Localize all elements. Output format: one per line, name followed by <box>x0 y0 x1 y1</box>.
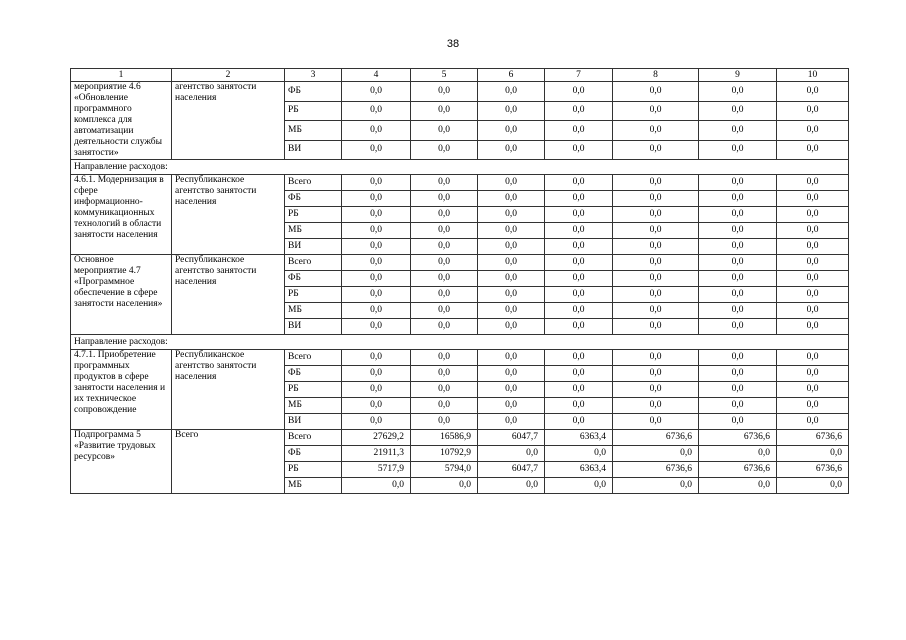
amount-cell: 0,0 <box>411 478 478 494</box>
amount-cell: 0,0 <box>478 414 545 430</box>
amount-cell: 0,0 <box>342 319 411 335</box>
responsible-agency: Республиканское агентство занятости населения <box>172 350 285 430</box>
header-cell: 7 <box>545 69 613 82</box>
amount-cell: 0,0 <box>699 191 777 207</box>
amount-cell: 0,0 <box>699 255 777 271</box>
funding-source: МБ <box>285 478 342 494</box>
amount-cell: 0,0 <box>545 478 613 494</box>
amount-cell: 0,0 <box>411 191 478 207</box>
amount-cell: 0,0 <box>613 223 699 239</box>
amount-cell: 0,0 <box>699 82 777 102</box>
amount-cell: 0,0 <box>699 446 777 462</box>
section-label: Направление расходов: <box>71 160 849 175</box>
amount-cell: 0,0 <box>777 101 849 121</box>
amount-cell: 0,0 <box>613 350 699 366</box>
amount-cell: 0,0 <box>613 191 699 207</box>
amount-cell: 6736,6 <box>699 462 777 478</box>
amount-cell: 0,0 <box>545 414 613 430</box>
funding-source: МБ <box>285 303 342 319</box>
amount-cell: 0,0 <box>777 382 849 398</box>
amount-cell: 0,0 <box>777 478 849 494</box>
amount-cell: 0,0 <box>545 82 613 102</box>
amount-cell: 0,0 <box>478 207 545 223</box>
amount-cell: 0,0 <box>411 101 478 121</box>
amount-cell: 0,0 <box>699 223 777 239</box>
amount-cell: 0,0 <box>342 414 411 430</box>
amount-cell: 0,0 <box>699 350 777 366</box>
amount-cell: 0,0 <box>613 446 699 462</box>
funding-source: ФБ <box>285 191 342 207</box>
funding-source: ВИ <box>285 239 342 255</box>
funding-source: МБ <box>285 121 342 141</box>
amount-cell: 0,0 <box>478 287 545 303</box>
amount-cell: 0,0 <box>777 121 849 141</box>
amount-cell: 0,0 <box>777 239 849 255</box>
amount-cell: 0,0 <box>411 414 478 430</box>
table-row <box>71 350 849 366</box>
amount-cell: 0,0 <box>342 121 411 141</box>
measure-name: мероприятие 4.6 «Обновление программного комплекса для автоматизации деятельности службы занятости» <box>71 82 172 160</box>
measure-name: Подпрограмма 5 «Развитие трудовых ресурсов» <box>71 430 172 494</box>
amount-cell: 0,0 <box>777 398 849 414</box>
header-cell: 10 <box>777 69 849 82</box>
amount-cell: 0,0 <box>699 303 777 319</box>
amount-cell: 0,0 <box>411 287 478 303</box>
section-label: Направление расходов: <box>71 335 849 350</box>
funding-source: Всего <box>285 255 342 271</box>
funding-source: РБ <box>285 382 342 398</box>
amount-cell: 6736,6 <box>777 430 849 446</box>
funding-source: РБ <box>285 101 342 121</box>
funding-source: ФБ <box>285 446 342 462</box>
amount-cell: 0,0 <box>545 382 613 398</box>
amount-cell: 0,0 <box>478 121 545 141</box>
amount-cell: 0,0 <box>342 255 411 271</box>
table-row <box>71 255 849 271</box>
amount-cell: 0,0 <box>699 398 777 414</box>
amount-cell: 0,0 <box>545 175 613 191</box>
funding-source: РБ <box>285 462 342 478</box>
amount-cell: 0,0 <box>545 140 613 160</box>
amount-cell: 0,0 <box>545 287 613 303</box>
amount-cell: 0,0 <box>613 121 699 141</box>
amount-cell: 0,0 <box>545 398 613 414</box>
amount-cell: 0,0 <box>777 82 849 102</box>
amount-cell: 0,0 <box>699 140 777 160</box>
amount-cell: 0,0 <box>777 414 849 430</box>
amount-cell: 0,0 <box>545 121 613 141</box>
amount-cell: 0,0 <box>545 303 613 319</box>
amount-cell: 6363,4 <box>545 462 613 478</box>
amount-cell: 0,0 <box>777 366 849 382</box>
amount-cell: 0,0 <box>545 271 613 287</box>
amount-cell: 0,0 <box>613 140 699 160</box>
amount-cell: 6047,7 <box>478 430 545 446</box>
amount-cell: 0,0 <box>545 255 613 271</box>
funding-source: Всего <box>285 430 342 446</box>
amount-cell: 0,0 <box>699 207 777 223</box>
amount-cell: 0,0 <box>478 350 545 366</box>
amount-cell: 0,0 <box>342 207 411 223</box>
amount-cell: 0,0 <box>545 191 613 207</box>
amount-cell: 5717,9 <box>342 462 411 478</box>
header-cell: 6 <box>478 69 545 82</box>
amount-cell: 0,0 <box>478 140 545 160</box>
amount-cell: 0,0 <box>545 446 613 462</box>
header-row <box>71 69 849 82</box>
amount-cell: 0,0 <box>699 271 777 287</box>
amount-cell: 0,0 <box>613 414 699 430</box>
amount-cell: 0,0 <box>613 101 699 121</box>
amount-cell: 0,0 <box>699 366 777 382</box>
amount-cell: 0,0 <box>699 382 777 398</box>
amount-cell: 0,0 <box>613 82 699 102</box>
section-row <box>71 335 849 350</box>
funding-source: ВИ <box>285 319 342 335</box>
funding-source: ФБ <box>285 271 342 287</box>
header-cell: 5 <box>411 69 478 82</box>
amount-cell: 0,0 <box>478 191 545 207</box>
amount-cell: 0,0 <box>777 207 849 223</box>
amount-cell: 0,0 <box>478 82 545 102</box>
funding-source: МБ <box>285 223 342 239</box>
header-cell: 3 <box>285 69 342 82</box>
amount-cell: 0,0 <box>342 366 411 382</box>
funding-source: Всего <box>285 350 342 366</box>
amount-cell: 0,0 <box>699 287 777 303</box>
amount-cell: 0,0 <box>411 303 478 319</box>
amount-cell: 6736,6 <box>699 430 777 446</box>
amount-cell: 0,0 <box>613 382 699 398</box>
amount-cell: 0,0 <box>613 287 699 303</box>
amount-cell: 21911,3 <box>342 446 411 462</box>
amount-cell: 0,0 <box>342 223 411 239</box>
amount-cell: 0,0 <box>613 255 699 271</box>
amount-cell: 0,0 <box>478 398 545 414</box>
amount-cell: 0,0 <box>411 255 478 271</box>
amount-cell: 0,0 <box>613 303 699 319</box>
amount-cell: 0,0 <box>478 271 545 287</box>
funding-source: ФБ <box>285 82 342 102</box>
amount-cell: 0,0 <box>545 101 613 121</box>
amount-cell: 0,0 <box>411 175 478 191</box>
budget-table <box>70 68 849 494</box>
amount-cell: 0,0 <box>777 446 849 462</box>
amount-cell: 0,0 <box>777 223 849 239</box>
amount-cell: 6736,6 <box>777 462 849 478</box>
amount-cell: 0,0 <box>478 175 545 191</box>
amount-cell: 16586,9 <box>411 430 478 446</box>
amount-cell: 0,0 <box>478 303 545 319</box>
funding-source: ВИ <box>285 414 342 430</box>
amount-cell: 0,0 <box>478 239 545 255</box>
amount-cell: 0,0 <box>699 239 777 255</box>
amount-cell: 0,0 <box>613 175 699 191</box>
header-cell: 9 <box>699 69 777 82</box>
amount-cell: 0,0 <box>699 175 777 191</box>
amount-cell: 6363,4 <box>545 430 613 446</box>
amount-cell: 0,0 <box>777 287 849 303</box>
amount-cell: 0,0 <box>478 255 545 271</box>
amount-cell: 0,0 <box>411 82 478 102</box>
funding-source: ВИ <box>285 140 342 160</box>
amount-cell: 0,0 <box>613 239 699 255</box>
responsible-agency: Всего <box>172 430 285 494</box>
amount-cell: 0,0 <box>342 350 411 366</box>
amount-cell: 10792,9 <box>411 446 478 462</box>
amount-cell: 0,0 <box>342 101 411 121</box>
amount-cell: 0,0 <box>411 223 478 239</box>
amount-cell: 5794,0 <box>411 462 478 478</box>
amount-cell: 0,0 <box>777 303 849 319</box>
responsible-agency: Республиканское агентство занятости населения <box>172 175 285 255</box>
amount-cell: 0,0 <box>777 255 849 271</box>
measure-name: 4.7.1. Приобретение программных продуктов в сфере занятости населения и их техническое сопровождение <box>71 350 172 430</box>
amount-cell: 0,0 <box>613 398 699 414</box>
amount-cell: 0,0 <box>545 319 613 335</box>
table-row <box>71 430 849 446</box>
amount-cell: 0,0 <box>342 82 411 102</box>
amount-cell: 0,0 <box>411 382 478 398</box>
amount-cell: 0,0 <box>545 350 613 366</box>
amount-cell: 0,0 <box>478 366 545 382</box>
amount-cell: 0,0 <box>478 446 545 462</box>
amount-cell: 0,0 <box>411 350 478 366</box>
amount-cell: 0,0 <box>411 140 478 160</box>
amount-cell: 0,0 <box>411 398 478 414</box>
amount-cell: 0,0 <box>411 271 478 287</box>
amount-cell: 0,0 <box>699 478 777 494</box>
amount-cell: 0,0 <box>777 140 849 160</box>
header-cell: 8 <box>613 69 699 82</box>
funding-source: РБ <box>285 207 342 223</box>
responsible-agency: агентство занятости населения <box>172 82 285 160</box>
amount-cell: 0,0 <box>777 175 849 191</box>
amount-cell: 27629,2 <box>342 430 411 446</box>
funding-source: Всего <box>285 175 342 191</box>
amount-cell: 0,0 <box>478 478 545 494</box>
amount-cell: 0,0 <box>342 478 411 494</box>
amount-cell: 0,0 <box>699 121 777 141</box>
amount-cell: 0,0 <box>545 207 613 223</box>
amount-cell: 0,0 <box>699 414 777 430</box>
amount-cell: 0,0 <box>545 366 613 382</box>
amount-cell: 0,0 <box>545 239 613 255</box>
measure-name: Основное мероприятие 4.7 «Программное обеспечение в сфере занятости населения» <box>71 255 172 335</box>
amount-cell: 0,0 <box>478 101 545 121</box>
amount-cell: 0,0 <box>342 191 411 207</box>
amount-cell: 0,0 <box>613 319 699 335</box>
amount-cell: 6736,6 <box>613 462 699 478</box>
amount-cell: 0,0 <box>342 140 411 160</box>
responsible-agency: Республиканское агентство занятости населения <box>172 255 285 335</box>
amount-cell: 0,0 <box>342 239 411 255</box>
amount-cell: 0,0 <box>411 366 478 382</box>
amount-cell: 0,0 <box>342 175 411 191</box>
funding-source: РБ <box>285 287 342 303</box>
amount-cell: 0,0 <box>342 271 411 287</box>
measure-name: 4.6.1. Модернизация в сфере информационно-коммуникационных технологий в области занятости населения <box>71 175 172 255</box>
amount-cell: 0,0 <box>411 239 478 255</box>
header-cell: 4 <box>342 69 411 82</box>
funding-source: МБ <box>285 398 342 414</box>
amount-cell: 6047,7 <box>478 462 545 478</box>
amount-cell: 0,0 <box>342 382 411 398</box>
header-cell: 2 <box>172 69 285 82</box>
table-row <box>71 82 849 102</box>
header-cell: 1 <box>71 69 172 82</box>
amount-cell: 0,0 <box>411 121 478 141</box>
amount-cell: 0,0 <box>342 398 411 414</box>
amount-cell: 0,0 <box>777 271 849 287</box>
amount-cell: 0,0 <box>777 350 849 366</box>
amount-cell: 0,0 <box>411 207 478 223</box>
amount-cell: 0,0 <box>699 319 777 335</box>
amount-cell: 0,0 <box>613 478 699 494</box>
amount-cell: 0,0 <box>478 223 545 239</box>
funding-source: ФБ <box>285 366 342 382</box>
amount-cell: 0,0 <box>777 319 849 335</box>
amount-cell: 0,0 <box>342 287 411 303</box>
amount-cell: 0,0 <box>613 207 699 223</box>
amount-cell: 0,0 <box>342 303 411 319</box>
amount-cell: 0,0 <box>545 223 613 239</box>
amount-cell: 0,0 <box>777 191 849 207</box>
section-row <box>71 160 849 175</box>
amount-cell: 0,0 <box>411 319 478 335</box>
page-number: 38 <box>446 38 460 50</box>
amount-cell: 0,0 <box>478 319 545 335</box>
table-row <box>71 175 849 191</box>
amount-cell: 0,0 <box>613 271 699 287</box>
amount-cell: 6736,6 <box>613 430 699 446</box>
amount-cell: 0,0 <box>613 366 699 382</box>
amount-cell: 0,0 <box>699 101 777 121</box>
amount-cell: 0,0 <box>478 382 545 398</box>
